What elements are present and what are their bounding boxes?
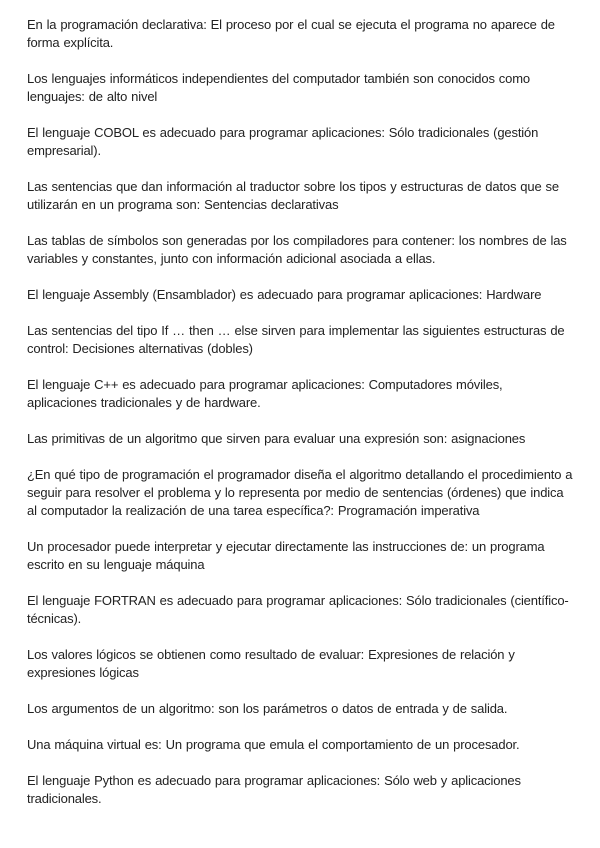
paragraph-virtual-machine: Una máquina virtual es: Un programa que emula el comportamiento de un procesador.	[27, 737, 520, 752]
paragraph-cpp: El lenguaje C++ es adecuado para programar aplicaciones: Computadores móviles, aplicaciones tradicionales y de hardware.	[27, 377, 503, 410]
paragraph-logical-values: Los valores lógicos se obtienen como resultado de evaluar: Expresiones de relación y expresiones lógicas	[27, 647, 515, 680]
paragraph-declarative-programming: En la programación declarativa: El proceso por el cual se ejecuta el programa no aparece de forma explícita.	[27, 17, 555, 50]
paragraph-high-level-languages: Los lenguajes informáticos independientes del computador también son conocidos como lenguajes: de alto nivel	[27, 71, 530, 104]
paragraph-python: El lenguaje Python es adecuado para programar aplicaciones: Sólo web y aplicaciones tradicionales.	[27, 773, 521, 806]
paragraph-assembly: El lenguaje Assembly (Ensamblador) es adecuado para programar aplicaciones: Hardware	[27, 287, 542, 302]
paragraph-cobol: El lenguaje COBOL es adecuado para programar aplicaciones: Sólo tradicionales (gestión empresarial).	[27, 125, 539, 158]
paragraph-fortran: El lenguaje FORTRAN es adecuado para programar aplicaciones: Sólo tradicionales (científico-técnicas).	[27, 593, 569, 626]
paragraph-if-then-else: Las sentencias del tipo If … then … else sirven para implementar las siguientes estructuras de control: Decisiones alternativas (dobles)	[27, 323, 565, 356]
paragraph-algorithm-arguments: Los argumentos de un algoritmo: son los parámetros o datos de entrada y de salida.	[27, 701, 508, 716]
paragraph-imperative-programming: ¿En qué tipo de programación el programador diseña el algoritmo detallando el procedimiento a seguir para resolver el problema y lo representa por medio de sentencias (órdenes) que indica al computador la realización de una tarea específica?: Programación imperativa	[27, 467, 573, 518]
paragraph-symbol-tables: Las tablas de símbolos son generadas por los compiladores para contener: los nombres de las variables y constantes, junto con información adicional asociada a ellas.	[27, 233, 567, 266]
paragraph-machine-language: Un procesador puede interpretar y ejecutar directamente las instrucciones de: un programa escrito en su lenguaje máquina	[27, 539, 545, 572]
paragraph-declarative-statements: Las sentencias que dan información al traductor sobre los tipos y estructuras de datos que se utilizarán en un programa son: Sentencias declarativas	[27, 179, 559, 212]
paragraph-algorithm-primitives: Las primitivas de un algoritmo que sirven para evaluar una expresión son: asignaciones	[27, 431, 526, 446]
